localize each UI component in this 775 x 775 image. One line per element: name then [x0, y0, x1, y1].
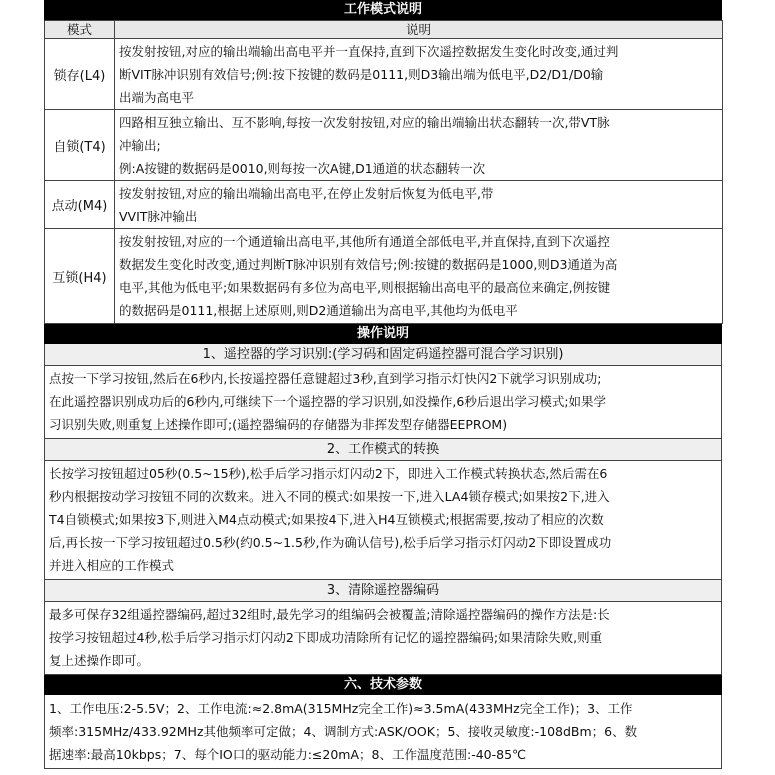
ops-heading-learn: 1、遥控器的学习识别:(学习码和固定码遥控器可混合学习识别): [44, 344, 722, 366]
desc-line: 的数据码是0111,根据上述原则,则D2通道输出为高电平,其他均为低电平: [119, 303, 518, 318]
desc-line: 按发射按钮,对应的输出端输出高电平,在停止发射后恢复为低电平,带: [119, 185, 494, 201]
desc-line: 四路相互独立输出、互不影响,每按一次发射按钮,对应的输出端输出状态翻转一次,带VT脉: [119, 114, 610, 130]
spec-line: 据速率:最高10kbps；7、每个IO口的驱动能力:≤20mA；8、工作温度范围:-40-85℃: [49, 747, 527, 762]
mode-name: 自锁(T4): [45, 110, 115, 181]
desc-line: 例:A按键的数据码是0010,则每按一次A键,D1通道的状态翻转一次: [119, 160, 486, 176]
ops-body-clear: [44, 602, 722, 675]
spec-line: 频率:315MHz/433.92MHz其他频率可定做；4、调制方式:ASK/OOK；5、接收灵敏度:-108dBm；6、数: [49, 724, 638, 739]
mode-description: [115, 229, 723, 324]
desc-line: 电平,其他为低电平;如果数据码有多位为高电平,则根据输出高电平的最高位来确定,例按键: [119, 280, 611, 295]
desc-line: 出端为高电平: [119, 89, 195, 105]
desc-line: 断VIT脉冲识别有效信号;例:按下按键的数码是0111,则D3输出端为低电平,D2/D1/D0输: [119, 66, 604, 82]
mode-row-l4: [45, 39, 723, 110]
mode-name: 锁存(L4): [45, 39, 115, 110]
desc-line: 按发射按钮,对应的一个通道输出高电平,其他所有通道全部低电平,并直保持,直到下次遥控: [119, 234, 610, 249]
body-line: 按学习按钮超过4秒,松手后学习指示灯闪动2下即成功清除所有记忆的遥控器编码;如果清除失败,则重: [49, 630, 603, 645]
body-line: 后,再长按一下学习按钮超过0.5秒(约0.5~1.5秒,作为确认信号),松手后学习指示灯闪动2下即设置成功: [49, 535, 612, 550]
mode-row-m4: [45, 181, 723, 229]
mode-row-h4: [45, 229, 723, 324]
body-line: 复上述操作即可。: [49, 653, 150, 668]
specs-body: [44, 695, 722, 769]
document: [44, 0, 722, 769]
mode-name: 点动(M4): [45, 181, 115, 229]
desc-column-header: 说明: [115, 21, 723, 39]
desc-line: 冲输出;: [119, 137, 161, 153]
body-line: 点按一下学习按钮,然后在6秒内,长按遥控器任意键超过3秒,直到学习指示灯快闪2下就学习识别成功;: [49, 371, 602, 386]
mode-name: 互锁(H4): [45, 229, 115, 324]
body-line: 习识别失败,则重复上述操作即可;(遥控器编码的存储器为非挥发型存储器EEPROM): [49, 417, 508, 432]
body-line: 长按学习按钮超过05秒(0.5~15秒),松手后学习指示灯闪动2下，即进入工作模式转换状态,然后需在6: [49, 466, 608, 481]
desc-line: 按发射按钮,对应的输出端输出高电平并一直保持,直到下次遥控数据发生变化时改变,通过判: [119, 43, 619, 59]
table-header-row: [45, 21, 723, 39]
spec-line: 1、工作电压:2-5.5V；2、工作电流:≈2.8mA(315MHz完全工作)≈3.5mA(433MHz完全工作)；3、工作: [49, 701, 633, 716]
body-line: 秒内根据按动学习按钮不同的次数来。进入不同的模式:如果按一下,进入LA4锁存模式;如果按2下,进入: [49, 489, 610, 504]
body-line: 最多可保存32组遥控器编码,超过32组时,最先学习的组编码会被覆盖;清除遥控器编码的操作方法是:长: [49, 607, 610, 622]
ops-section-title: 操作说明: [44, 324, 722, 344]
body-line: 并进入相应的工作模式: [49, 558, 175, 573]
modes-table: [44, 20, 723, 324]
ops-heading-mode-switch: 2、工作模式的转换: [44, 439, 722, 461]
ops-body-mode-switch: [44, 461, 722, 580]
desc-line: 数据发生变化时改变,通过判断T脉冲识别有效信号;例:按键的数据码是1000,则D3通道为高: [119, 257, 618, 272]
desc-line: VVIT脉冲输出: [119, 208, 198, 224]
modes-section-title: 工作模式说明: [44, 0, 722, 20]
ops-body-learn: [44, 366, 722, 439]
mode-description: [115, 110, 723, 181]
specs-section-title: 六、技术参数: [44, 675, 722, 695]
ops-heading-clear: 3、清除遥控器编码: [44, 580, 722, 602]
body-line: T4自锁模式;如果按3下,则进入M4点动模式;如果按4下,进入H4互锁模式;根据需要,按动了相应的次数: [49, 512, 604, 527]
mode-description: [115, 181, 723, 229]
mode-description: [115, 39, 723, 110]
mode-column-header: 模式: [45, 21, 115, 39]
body-line: 在此遥控器识别成功后的6秒内,可继续下一个遥控器的学习识别,如没操作,6秒后退出学习模式;如果学: [49, 394, 607, 409]
mode-row-t4: [45, 110, 723, 181]
